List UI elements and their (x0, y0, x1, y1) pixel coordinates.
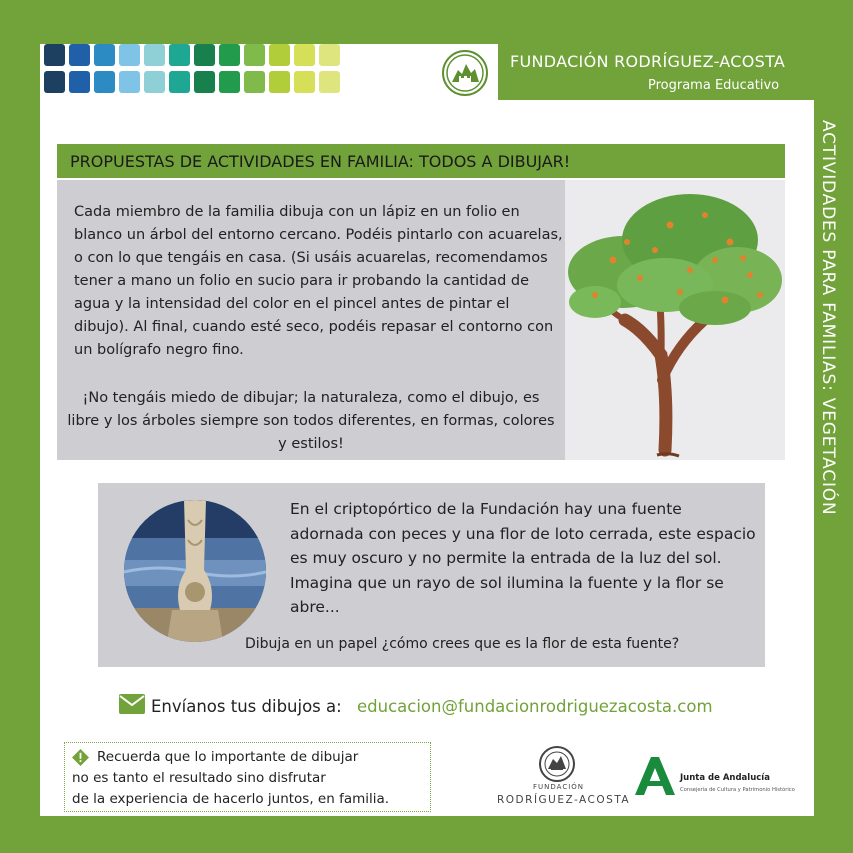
color-swatch (269, 44, 290, 66)
fountain-question: Dibuja en un papel ¿cómo crees que es la flor de esta fuente? (245, 636, 680, 652)
foundation-logo-icon (535, 744, 579, 784)
color-swatch (44, 44, 65, 66)
color-swatch (144, 71, 165, 93)
instructions-panel (57, 180, 565, 460)
color-swatch (44, 71, 65, 93)
color-swatch (94, 71, 115, 93)
color-swatch (319, 71, 340, 93)
color-swatch (169, 71, 190, 93)
color-swatch (244, 71, 265, 93)
color-swatch (119, 44, 140, 66)
fountain-panel (98, 483, 765, 667)
tip-line-1: Recuerda que lo importante de dibujar (97, 749, 359, 765)
color-swatch (119, 71, 140, 93)
color-swatch (219, 44, 240, 66)
junta-andalucia-logo-icon (633, 757, 677, 795)
fountain-description: En el criptopórtico de la Fundación hay una fuente adornada con peces y una flor de loto cerrada, este espacio es muy oscuro y no permite la entrada de la luz del sol. Imagina que un rayo de sol ilumina la fuente y la flor se abre... (290, 500, 756, 616)
header-subtitle: Programa Educativo (648, 78, 780, 93)
side-title (816, 120, 850, 530)
fountain-photo (124, 500, 266, 642)
color-swatch (169, 44, 190, 66)
color-swatch (144, 44, 165, 66)
color-swatch (194, 71, 215, 93)
color-swatch (244, 44, 265, 66)
color-swatch (94, 44, 115, 66)
header-title: FUNDACIÓN RODRÍGUEZ-ACOSTA (510, 52, 786, 71)
color-swatch (194, 44, 215, 66)
side-title-text: ACTIVIDADES PARA FAMILIAS: VEGETACIÓN (818, 120, 838, 516)
color-swatch (269, 71, 290, 93)
tip-line-3: de la experiencia de hacerlo juntos, en familia. (72, 791, 390, 807)
footer-foundation-name: RODRÍGUEZ-ACOSTA (497, 794, 631, 806)
color-swatch (219, 71, 240, 93)
contact-email-link[interactable]: educacion@fundacionrodriguezacosta.com (357, 697, 713, 716)
encouragement-text: ¡No tengáis miedo de dibujar; la naturaleza, como el dibujo, es libre y los árboles siempre son todos diferentes, en formas, colores y estilos! (67, 390, 555, 452)
footer-junta-name: Junta de Andalucía (680, 773, 770, 783)
color-swatch (294, 71, 315, 93)
footer-foundation-small: FUNDACIÓN (533, 783, 585, 791)
contact-label: Envíanos tus dibujos a: (151, 697, 342, 716)
section-title: PROPUESTAS DE ACTIVIDADES EN FAMILIA: TODOS A DIBUJAR! (70, 152, 571, 171)
color-swatch (69, 71, 90, 93)
foundation-seal-icon (442, 50, 488, 96)
tip-box (64, 742, 431, 812)
footer-junta-subtitle: Consejería de Cultura y Patrimonio Histórico (680, 787, 795, 793)
warning-icon (72, 749, 89, 766)
section-title-bar (57, 144, 785, 178)
tree-drawing-illustration (565, 180, 785, 460)
tip-line-2: no es tanto el resultado sino disfrutar (72, 770, 326, 786)
color-swatch (319, 44, 340, 66)
color-swatch-grid (44, 44, 340, 93)
color-swatch (69, 44, 90, 66)
color-swatch (294, 44, 315, 66)
instructions-text: Cada miembro de la familia dibuja con un lápiz en un folio en blanco un árbol del entorno cercano. Podéis pintarlo con acuarelas, o con lo que tengáis en casa. (Si usáis acuarelas, recomendamos tener a mano un folio en sucio para ir probando la cantidad de agua y la intensidad del color en el pincel antes de pintar el dibujo). Al final, cuando esté seco, podéis repasar el contorno con un bolígrafo negro fino. (74, 204, 563, 358)
envelope-icon (119, 694, 145, 714)
